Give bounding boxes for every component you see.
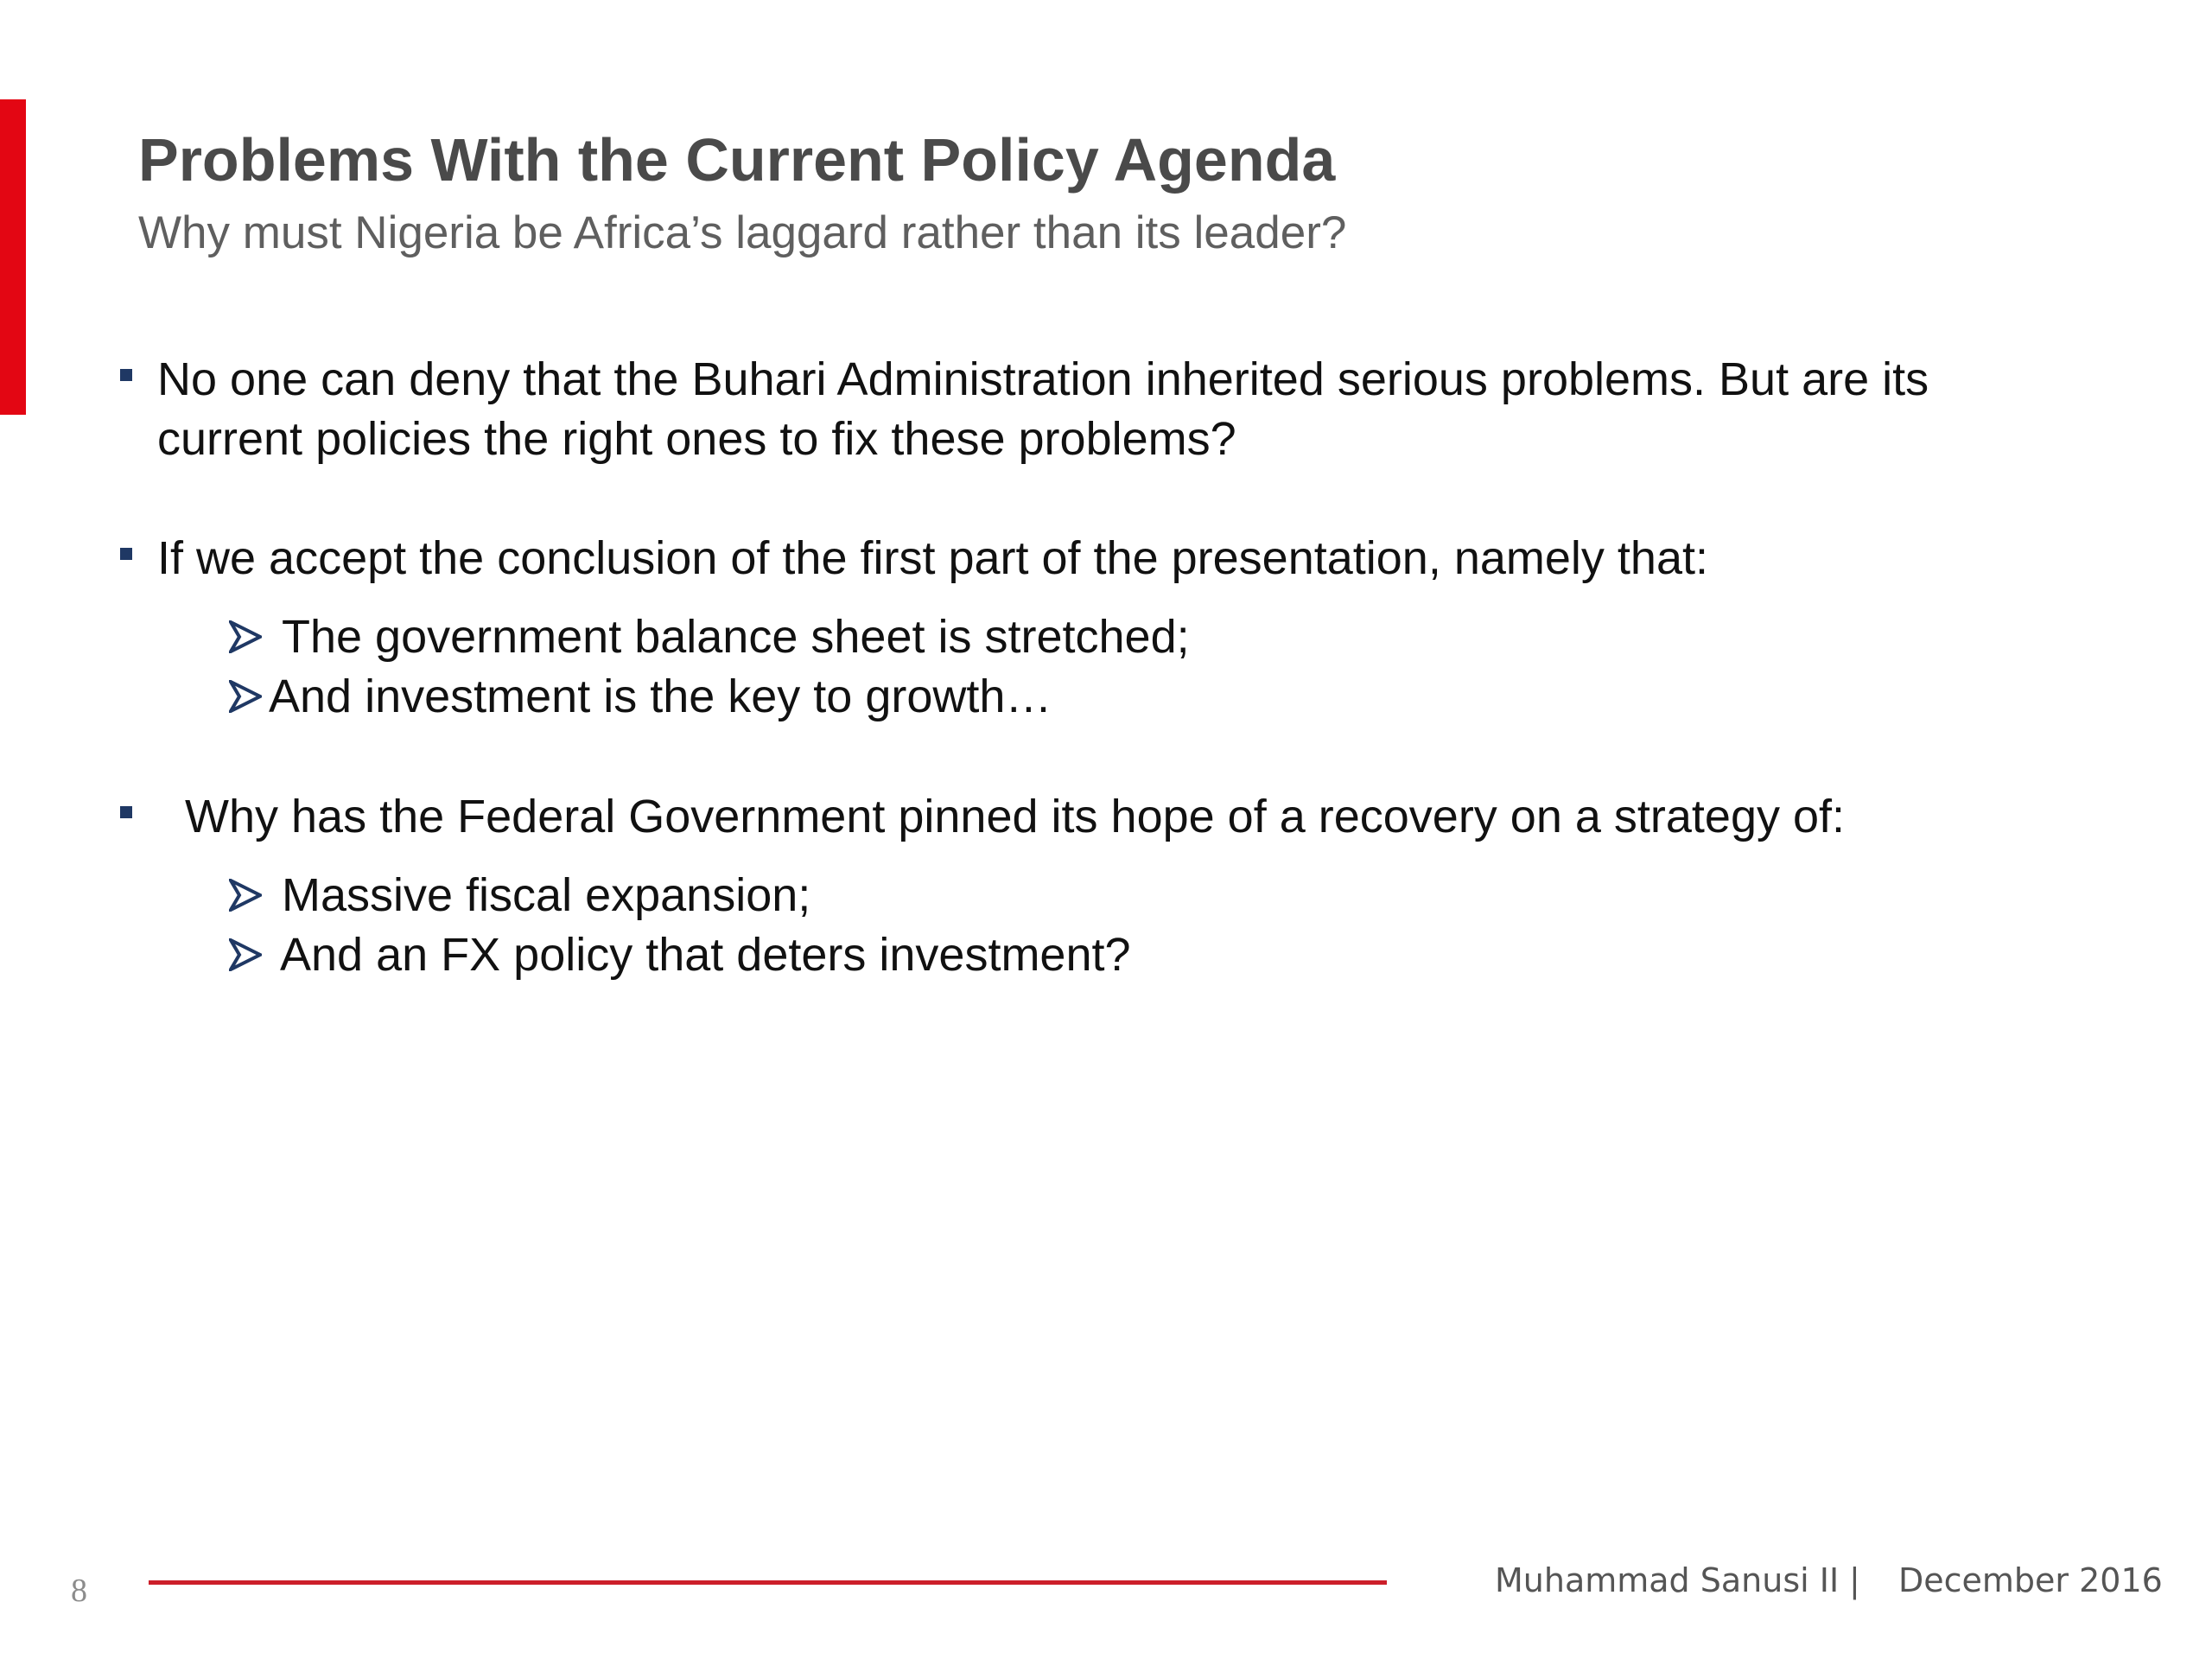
bullet-text-line: Why has the Federal Government pinned its hope of a recovery on a strategy of: xyxy=(185,791,1846,842)
sub-bullet-text: The government balance sheet is stretched; xyxy=(282,611,1190,663)
arrow-bullet-icon xyxy=(229,680,262,713)
sub-bullet-text: And investment is the key to growth… xyxy=(269,671,1052,722)
footer-separator: | xyxy=(1849,1561,1860,1599)
arrow-bullet-icon xyxy=(229,620,262,653)
bullet-text-line: No one can deny that the Buhari Administration inherited serious problems. But are its xyxy=(157,353,1929,405)
arrow-bullet-icon xyxy=(229,938,262,971)
slide-title: Problems With the Current Policy Agenda xyxy=(138,126,1336,194)
bullet-text-line: current policies the right ones to fix these problems? xyxy=(157,413,1236,465)
page-number: 8 xyxy=(71,1573,87,1609)
square-bullet-icon xyxy=(120,369,132,381)
square-bullet-icon xyxy=(120,548,132,560)
sub-bullet-text: Massive fiscal expansion; xyxy=(282,869,811,921)
accent-bar xyxy=(0,99,26,415)
square-bullet-icon xyxy=(120,806,132,818)
arrow-bullet-icon xyxy=(229,879,262,912)
footer-date: December 2016 xyxy=(1898,1561,2163,1599)
sub-bullet-text: And an FX policy that deters investment? xyxy=(280,929,1131,981)
bullet-text-line: If we accept the conclusion of the first part of the presentation, namely that: xyxy=(157,532,1708,584)
footer-divider xyxy=(149,1580,1387,1585)
footer-author: Muhammad Sanusi II xyxy=(1495,1561,1840,1599)
slide-subtitle: Why must Nigeria be Africa’s laggard rather than its leader? xyxy=(138,207,1347,258)
